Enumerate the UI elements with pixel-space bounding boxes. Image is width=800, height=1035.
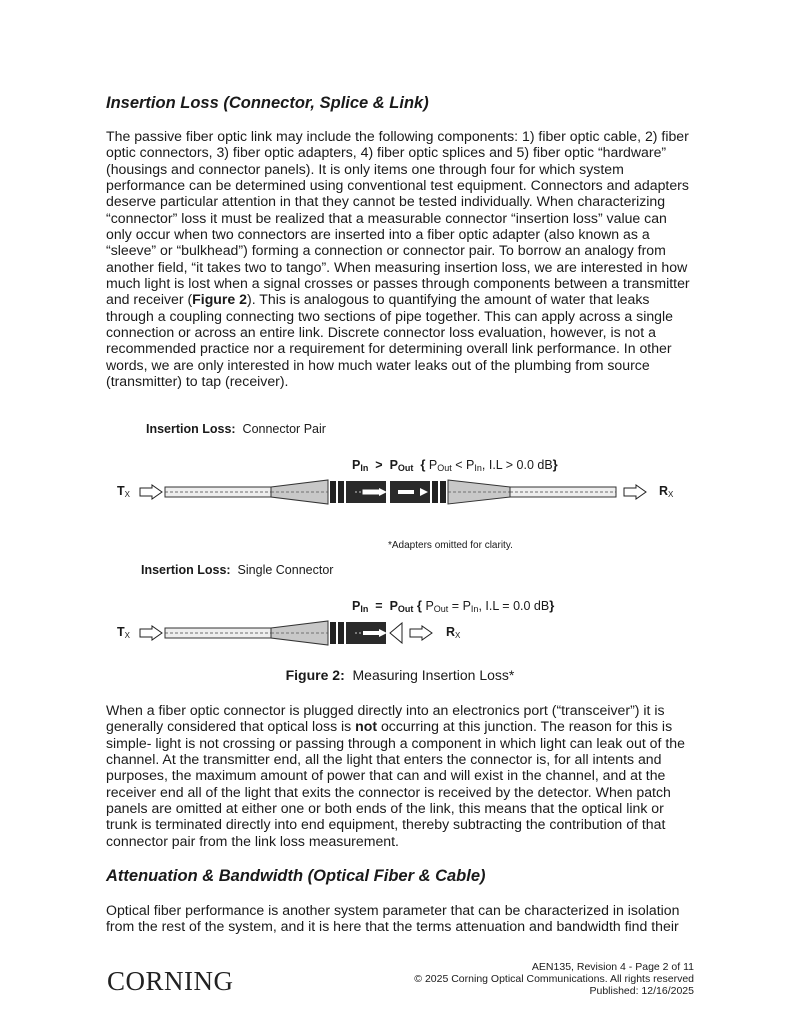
section-heading-attenuation: Attenuation & Bandwidth (Optical Fiber & Cable) [106,867,486,885]
figure-label-text: Single Connector [237,563,334,577]
rx-label-pair: $R_X$ [659,484,674,499]
tx-label-single: $T_X$ [117,625,130,640]
fiber-cable [165,628,271,638]
paragraph-attenuation: Optical fiber performance is another system parameter that can be characterized in isolation from the rest of the system, and it is here that the terms attenuation and bandwidth find their [106,902,680,935]
connector-boot-left [271,480,328,504]
fiber-cable-right [510,487,616,497]
figure-caption [0,667,800,683]
connector-body-right [390,481,446,503]
connector-boot-right [448,480,510,504]
footer-document-id: AEN135, Revision 4 - Page 2 of 11 [531,961,694,973]
output-arrow [410,626,432,640]
rx-label-single: $R_X$ [446,625,461,640]
figure-label-text: Connector Pair [242,422,326,436]
input-arrow [140,485,162,499]
figure-label-single-connector [141,563,333,577]
connector-body-left [330,481,387,503]
paragraph-text: The passive fiber optic link may include the following components: 1) fiber optic cable, 2) fiber optic connectors, 3) fiber optic adapters, 4) fiber optic splices and 5) fiber optic “hardware” (housings and connector panels). It is only items one through four for which system performance can be determined using conventional test equipment. Connectors and adapters deserve particular attention in that they cannot be tested individually. When characterizing “connector” loss it must be realized that a measurable connector “insertion loss” value can only occur when two connectors are inserted into a fiber optic adapter (also known as a “sleeve” or “bulkhead”) forming a connection or connector pair. To borrow an analogy from another field, “it takes two to tango”. When measuring insertion loss, we are interested in how much light is lost when a signal crosses or passes through components between a transmitter and receiver ( [106,128,690,308]
page-footer [334,961,694,997]
fiber-cable-left [165,487,271,497]
tx-label-pair: $T_X$ [117,484,130,499]
paragraph-bold: not [355,718,378,735]
corning-logo: CORNING [107,966,234,996]
paragraph-passive-link [106,128,696,390]
connector-body [330,622,387,644]
figure-label-bold: Insertion Loss: [146,422,236,436]
connector-boot [271,621,328,645]
input-arrow [140,626,162,640]
paragraph-text: When a fiber optic connector is plugged directly into an electronics port (“transceiver”) it is generally considered that optical loss is [106,702,665,735]
figure-label-bold: Insertion Loss: [141,563,231,577]
single-connector-diagram [138,617,448,649]
footer-published-date: Published: 12/16/2025 [589,985,694,997]
connector-pair-diagram [138,476,658,508]
section-heading-insertion-loss: Insertion Loss (Connector, Splice & Link) [106,94,429,112]
detector-cone [390,623,402,643]
figure-label-connector-pair [146,422,326,436]
paragraph-transceiver [106,702,696,849]
footer-copyright: © 2025 Corning Optical Communications. All rights reserved [414,973,694,985]
figure-caption-text: Measuring Insertion Loss* [352,667,515,683]
figure-caption-bold: Figure 2: [285,667,345,683]
paragraph-text: occurring at this junction. The reason for this is simple- light is not crossing or passing through a component in which light can leak out of the channel. At the transmitter end, all the light that enters the connector is, for all intents and purposes, the maximum amount of power that can and will exist in the channel, and at the receiver end all of the light that exits the connector is received by the detector. When patch panels are omitted at either one or both ends of the link, this means that the optical link or trunk is terminated directly into end equipment, thereby subtracting the contribution of that connector pair from the link loss measurement. [106,718,685,849]
output-arrow [624,485,646,499]
paragraph-text: ). This is analogous to quantifying the amount of water that leaks through a coupling connecting two sections of pipe together. This can apply across a single connection or across an entire link. Discrete connector loss evaluation, however, is not a recommended practice nor a requirement for determining overall link performance. In other words, we are only interested in how much water leaks out of the plumbing from source (transmitter) to tap (receiver). [106,291,673,390]
adapters-note: *Adapters omitted for clarity. [388,540,513,551]
equation-connector-pair: $P_{In} > P_{Out}$ { $P_{Out} < P_{In}$, I.L > 0.0 dB} [352,457,558,473]
figure-reference: Figure 2 [192,291,247,308]
equation-single-connector: $P_{In} = P_{Out}$ { $P_{Out} = P_{In}$, I.L = 0.0 dB} [352,598,555,614]
